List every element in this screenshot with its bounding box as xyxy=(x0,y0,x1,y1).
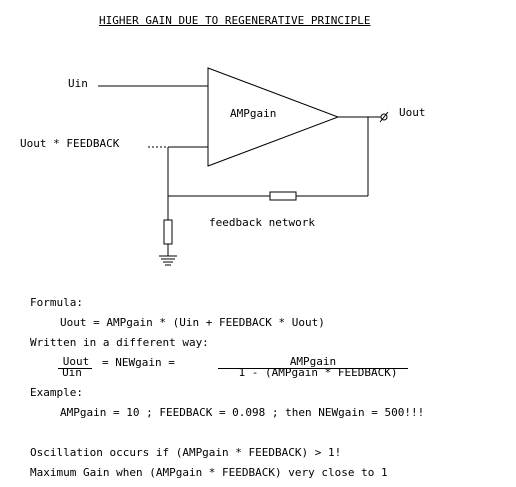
uout-label: Uout xyxy=(399,106,426,119)
ground-resistor xyxy=(164,220,172,244)
frac-right-numerator: AMPgain xyxy=(289,355,337,368)
oscillation-note: Oscillation occurs if (AMPgain * FEEDBACK) > 1! xyxy=(30,446,342,459)
frac-right-denominator: 1 - (AMPgain * FEEDBACK) xyxy=(238,366,398,379)
example-line: AMPgain = 10 ; FEEDBACK = 0.098 ; then NEWgain = 500!!! xyxy=(60,406,425,419)
maximum-gain-note: Maximum Gain when (AMPgain * FEEDBACK) very close to 1 xyxy=(30,466,388,479)
formula: Uout = AMPgain * (Uin + FEEDBACK * Uout) xyxy=(60,316,325,329)
written-heading: Written in a different way: xyxy=(30,336,209,349)
feedback-resistor xyxy=(270,192,296,200)
ground-symbol xyxy=(159,256,177,265)
amp-label: AMPgain xyxy=(230,107,277,120)
feedback-network-label: feedback network xyxy=(209,216,315,229)
page-title: HIGHER GAIN DUE TO REGENERATIVE PRINCIPLE xyxy=(99,14,371,27)
formula-heading: Formula: xyxy=(30,296,83,309)
uin-label: Uin xyxy=(68,77,88,90)
feedback-label: Uout * FEEDBACK xyxy=(20,137,120,150)
equals-newgain: = NEWgain = xyxy=(102,356,175,369)
example-heading: Example: xyxy=(30,386,83,399)
frac-left-numerator: Uout xyxy=(62,355,90,368)
frac-left-denominator: Uin xyxy=(62,366,82,379)
